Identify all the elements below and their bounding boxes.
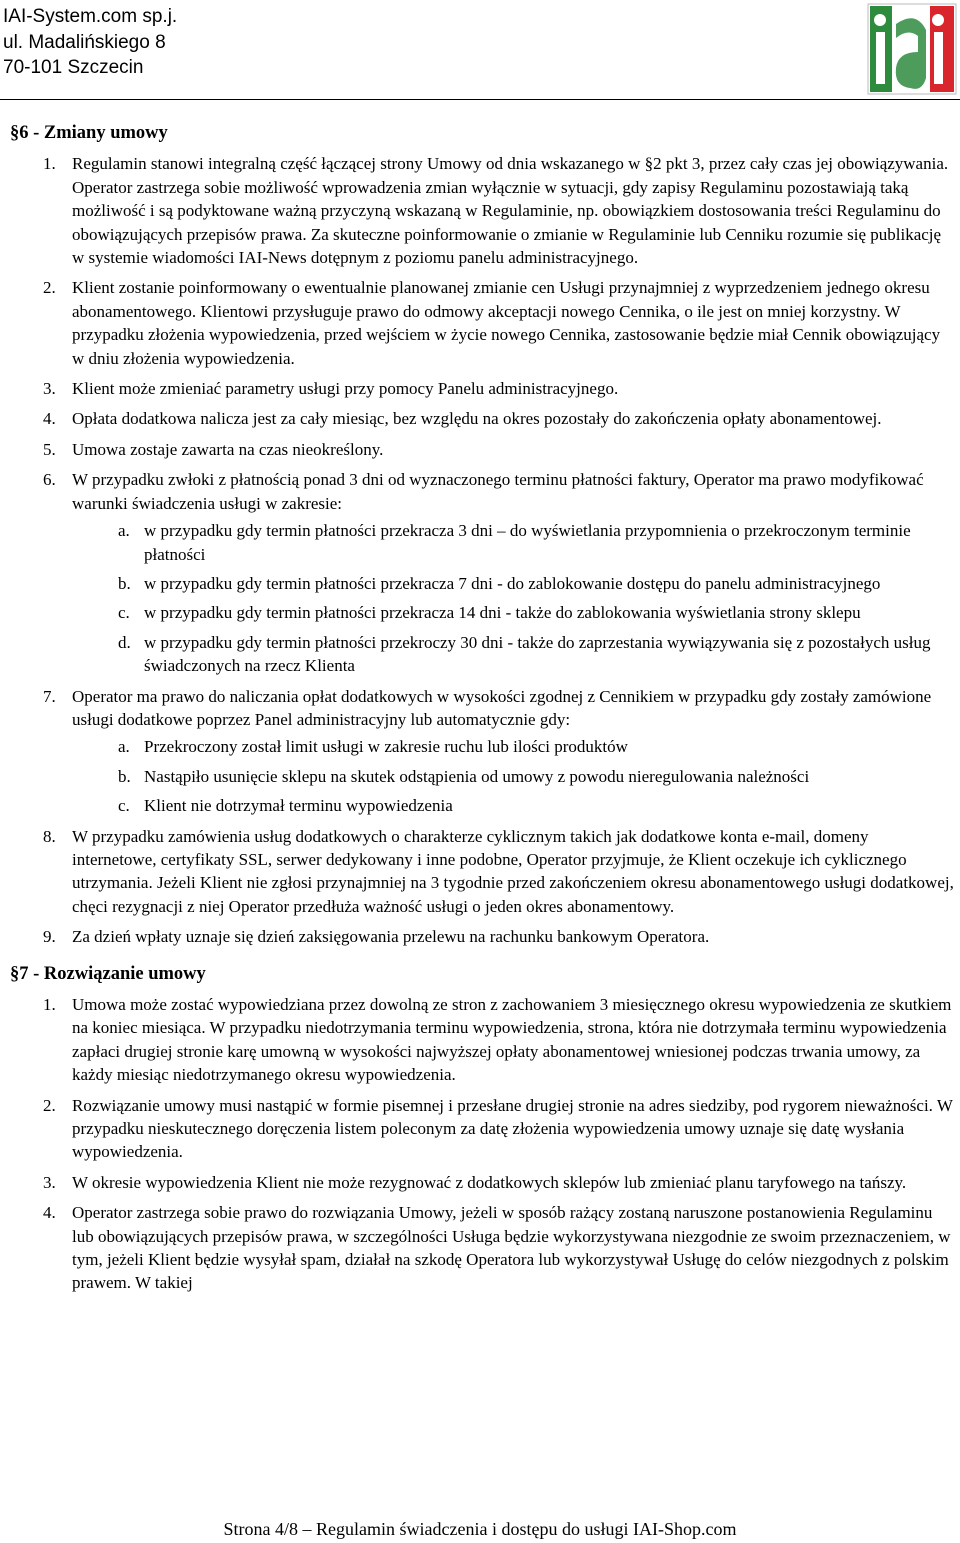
- sub-item-letter: c.: [118, 603, 130, 623]
- item-text: W przypadku zamówienia usług dodatkowych o charakterze cyklicznym takich jak dodatkowe konta e-mail, domeny internetowe, certyfikaty SSL, serwer dedykowany i inne podobne, Operator przyjmuje, że Klient oczekuje ich cyklicznego utrzymania. Jeżeli Klient nie zgłosi przynajmniej na 3 tygodnie przed zakończeniem okresu abonamentowego usługi dodatkowej, chęci rezygnacji z niej Operator przedłuża ważność usługi o jeden okres abonamentowy.: [72, 826, 954, 916]
- item-number: 7.: [43, 686, 56, 706]
- page-header: [0, 0, 960, 100]
- sub-item-letter: d.: [118, 632, 131, 652]
- item-text: Operator ma prawo do naliczania opłat dodatkowych w wysokości zgodnej z Cennikiem w przypadku gdy zostały zamówione usługi dodatkowe poprzez Panel administracyjny lub automatycznie gdy:: [72, 686, 932, 729]
- sub-list-item: [72, 519, 954, 566]
- sub-item-text: w przypadku gdy termin płatności przekracza 7 dni - do zablokowanie dostępu do panelu administracyjnego: [144, 573, 881, 593]
- item-text: Rozwiązanie umowy musi nastąpić w formie pisemnej i przesłane drugiej stronie na adres siedziby, pod rygorem nieważności. W przypadku nieskutecznego doręczenia listem poleconym za datę złożenia wypowiedzenia umowy uznaje się datę wysłania wypowiedzenia.: [72, 1095, 953, 1162]
- sub-item-text: Nastąpiło usunięcie sklepu na skutek odstąpienia od umowy z powodu nieregulowania należności: [144, 766, 810, 786]
- sub-item-letter: b.: [118, 573, 131, 593]
- item-text: Umowa może zostać wypowiedziana przez dowolną ze stron z zachowaniem 3 miesięcznego okresu wypowiedzenia ze skutkiem na koniec miesiąca. W przypadku niedotrzymania terminu wypowiedzenia, strona, która nie dotrzymała terminu wypowiedzenia zapłaci drugiej stronie karę umowną w wysokości najwyższej opłaty abonamentowej wniesionej podczas trwania umowy, za każdy miesiąc niedotrzymanego okresu wypowiedzenia.: [72, 995, 952, 1085]
- item-text: W przypadku zwłoki z płatnością ponad 3 dni od wyznaczonego terminu płatności faktury, Operator ma prawo modyfikować warunki świadczenia usługi w zakresie:: [72, 470, 924, 513]
- list-item: [0, 1094, 960, 1164]
- list-item: [0, 925, 960, 948]
- list-item: [0, 1171, 960, 1194]
- item-number: 1.: [43, 154, 56, 174]
- item-number: 2.: [43, 1095, 56, 1115]
- list-item: [0, 377, 960, 400]
- item-number: 9.: [43, 927, 56, 947]
- sub-item-text: w przypadku gdy termin płatności przekracza 3 dni – do wyświetlania przypomnienia o przekroczonym terminie płatności: [144, 521, 911, 564]
- list-item: [0, 152, 960, 269]
- sub-list-item: [72, 794, 954, 817]
- list-item: [0, 685, 960, 818]
- sub-item-text: Klient nie dotrzymał terminu wypowiedzenia: [144, 796, 453, 816]
- item-number: 8.: [43, 826, 56, 846]
- list-item: [0, 276, 960, 370]
- list-item: [0, 438, 960, 461]
- item-text: W okresie wypowiedzenia Klient nie może rezygnować z dodatkowych sklepów lub zmieniać planu taryfowego na tańszy.: [72, 1172, 907, 1192]
- item-number: 2.: [43, 278, 56, 298]
- item-number: 3.: [43, 1172, 56, 1192]
- item-text: Za dzień wpłaty uznaje się dzień zaksięgowania przelewu na rachunku bankowym Operatora.: [72, 927, 710, 947]
- list-item: [0, 1201, 960, 1295]
- list-item: [0, 825, 960, 919]
- company-city: 70-101 Szczecin: [3, 57, 144, 78]
- sub-list: [72, 735, 954, 817]
- list-item: [0, 993, 960, 1087]
- page-footer: Strona 4/8 – Regulamin świadczenia i dostępu do usługi IAI-Shop.com: [223, 1519, 737, 1539]
- item-number: 6.: [43, 470, 56, 490]
- header-divider: [0, 99, 960, 100]
- company-address: [3, 4, 177, 81]
- item-number: 4.: [43, 409, 56, 429]
- section-6-title: §6 - Zmiany umowy: [10, 123, 168, 143]
- section-6-list: [0, 152, 960, 948]
- company-street: ul. Madalińskiego 8: [3, 31, 166, 53]
- sub-item-letter: c.: [118, 796, 130, 816]
- sub-list-item: [72, 631, 954, 678]
- item-number: 5.: [43, 439, 56, 459]
- iai-logo: [830, 2, 958, 96]
- sub-list: [72, 519, 954, 677]
- company-name: IAI-System.com sp.j.: [3, 6, 178, 27]
- item-text: Klient zostanie poinformowany o ewentualnie planowanej zmianie cen Usługi przynajmniej z wyprzedzeniem jednego okresu abonamentowego. Klientowi przysługuje prawo do odmowy akceptacji nowego Cennika, o ile jest on mniej korzystny. W przypadku złożenia wypowiedzenia, przed wejściem w życie nowego Cennika, zastosowanie będzie miał Cennik obowiązujący w dniu złożenia wypowiedzenia.: [72, 278, 941, 368]
- sub-item-letter: b.: [118, 766, 131, 786]
- document-body: [0, 108, 960, 1302]
- sub-list-item: [72, 572, 954, 595]
- list-item: [0, 407, 960, 430]
- sub-list-item: [72, 735, 954, 758]
- sub-list-item: [72, 765, 954, 788]
- item-number: 3.: [43, 379, 56, 399]
- sub-item-text: w przypadku gdy termin płatności przekracza 14 dni - także do zablokowania wyświetlania strony sklepu: [144, 603, 861, 623]
- item-number: 1.: [43, 995, 56, 1014]
- sub-list-item: [72, 601, 954, 624]
- section-7-list: [0, 993, 960, 1295]
- section-7-title: §7 - Rozwiązanie umowy: [10, 963, 206, 984]
- item-text: Klient może zmieniać parametry usługi przy pomocy Panelu administracyjnego.: [72, 379, 619, 399]
- item-text: Opłata dodatkowa nalicza jest za cały miesiąc, bez względu na okres pozostały do zakończenia opłaty abonamentowej.: [72, 409, 882, 429]
- sub-item-letter: a.: [118, 737, 130, 757]
- item-text: Regulamin stanowi integralną część łączącej strony Umowy od dnia wskazanego w §2 pkt 3, przez cały czas jej obowiązywania. Operator zastrzega sobie możliwość wprowadzenia zmian wyłącznie w sytuacji, gdy zapisy Regulaminu pozostawiają taką możliwość i są podyktowane ważną przyczyną wskazaną w Regulaminie, np. obowiązkiem dostosowania treści Regulaminu do obowiązujących przepisów prawa. Za skuteczne poinformowanie o zmianie w Regulaminie lub Cenniku rozumie się publikację w systemie wiadomości IAI-News dotępnym z poziomu panelu administracyjnego.: [72, 154, 949, 268]
- list-item: [0, 468, 960, 677]
- sub-item-text: Przekroczony został limit usługi w zakresie ruchu lub ilości produktów: [144, 737, 628, 757]
- sub-item-letter: a.: [118, 521, 130, 541]
- item-text: Umowa zostaje zawarta na czas nieokreślony.: [72, 439, 384, 459]
- item-text: Operator zastrzega sobie prawo do rozwiązania Umowy, jeżeli w sposób rażący zostaną naruszone postanowienia Regulaminu lub obowiązujących przepisów prawa, w szczególności Usługa będzie wykorzystywana niezgodnie ze swoim przeznaczeniem, w tym, jeżeli Klient będzie wysyłał spam, działał na szkodę Operatora lub wykorzystywał Usługę do celów niezgodnych z polskim prawem. W takiej: [72, 1203, 951, 1293]
- sub-item-text: w przypadku gdy termin płatności przekroczy 30 dni - także do zaprzestania wywiązywania się z pozostałych usług świadczonych na rzecz Klienta: [144, 632, 931, 676]
- item-number: 4.: [43, 1203, 56, 1223]
